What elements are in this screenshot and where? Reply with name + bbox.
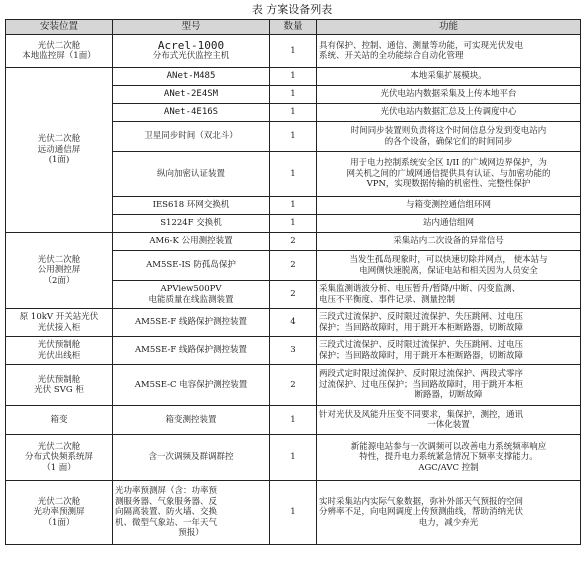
model-cell: AM5SE-C 电容保护测控装置 xyxy=(113,365,270,406)
location-cell: 光伏预制舱 光伏出线柜 xyxy=(6,337,113,365)
function-cell: 时间同步装置则负责将这个时间信息分发到变电站内 的各个设备，确保它们的时间同步 xyxy=(317,122,581,152)
header-model: 型号 xyxy=(113,20,270,35)
qty-cell: 1 xyxy=(270,481,317,545)
function-cell: 三段式过流保护、反时限过流保护、失压跳闸、过电压 保护；当回路故障时，用于跳开本柜断路器，切断故障 xyxy=(317,337,581,365)
model-cell: 光功率预测屏（含：功率预 测服务器、气象服务器、反 向隔离装置、防火墙、交换 机、微型气象站、一年天气 预报） xyxy=(113,481,270,545)
model-cell: APView500PV 电能质量在线监测装置 xyxy=(113,281,270,309)
qty-cell: 1 xyxy=(270,122,317,152)
model-cell: S1224F 交换机 xyxy=(113,215,270,233)
function-cell: 具有保护、控制、通信、测量等功能，可实现光伏发电 系统、开关站的全功能综合自动化管理 xyxy=(317,35,581,68)
qty-cell: 4 xyxy=(270,309,317,337)
header-location: 安装位置 xyxy=(6,20,113,35)
table-row xyxy=(6,337,581,365)
qty-cell: 1 xyxy=(270,406,317,435)
function-cell: 当发生孤岛现象时，可以快速切除并网点， 使本站与 电网侧快速脱离，保证电站和相关因为人员安全 xyxy=(317,251,581,281)
function-cell: 光伏电站内数据汇总及上传调度中心 xyxy=(317,104,581,122)
qty-cell: 2 xyxy=(270,281,317,309)
model-cell: ANet-2E4SM xyxy=(113,86,270,104)
location-cell: 原 10kV 开关站光伏 光伏接入柜 xyxy=(6,309,113,337)
function-cell: 光伏电站内数据采集及上传本地平台 xyxy=(317,86,581,104)
table-row xyxy=(6,35,581,68)
qty-cell: 1 xyxy=(270,35,317,68)
function-cell: 两段式定时限过流保护、反时限过流保护、两段式零序 过流保护、过电压保护；当回路故障时，用于跳开本柜 断路器，切断故障 xyxy=(317,365,581,406)
location-cell: 箱变 xyxy=(6,406,113,435)
location-cell: 光伏二次舱 公用测控屏 （2面） xyxy=(6,233,113,309)
table-caption: 表 方案设备列表 xyxy=(251,3,333,16)
model-cell: ANet-4E16S xyxy=(113,104,270,122)
qty-cell: 2 xyxy=(270,251,317,281)
function-cell: 实时采集站内实际气象数据，弥补外部天气预报的空间 分辨率不足，向电网调度上传预测曲线，帮助消纳光伏 电力，减少弃光 xyxy=(317,481,581,545)
model-cell: AM5SE-F 线路保护测控装置 xyxy=(113,309,270,337)
qty-cell: 1 xyxy=(270,86,317,104)
table-row xyxy=(6,309,581,337)
model-cell: 纵向加密认证装置 xyxy=(113,152,270,197)
model-cell: AM6-K 公用测控装置 xyxy=(113,233,270,251)
function-cell: 用于电力控制系统安全区 I/II 的广域网边界保护，为 网关机之间的广域网通信提供具有认证、与加密功能的 VPN，实现数据传输的机密性、完整性保护 xyxy=(317,152,581,197)
qty-cell: 1 xyxy=(270,152,317,197)
qty-cell: 1 xyxy=(270,104,317,122)
table-row xyxy=(6,435,581,481)
function-cell: 站内通信组网 xyxy=(317,215,581,233)
function-cell: 新能源电站参与一次调频可以改善电力系统频率响应 特性，提升电力系统紧急情况下频率支撑能力。 AGC/AVC 控制 xyxy=(317,435,581,481)
function-cell: 采集站内二次设备的异常信号 xyxy=(317,233,581,251)
function-cell: 本地采集扩展模块。 xyxy=(317,68,581,86)
table-header-row xyxy=(6,20,581,35)
location-cell: 光伏预制舱 光伏 SVG 柜 xyxy=(6,365,113,406)
model-cell: Acrel-1000 分布式光伏监控主机 xyxy=(113,35,270,68)
location-cell: 光伏二次舱 分布式快频系统屏 （1 面） xyxy=(6,435,113,481)
model-cell: 含一次调频及群调群控 xyxy=(113,435,270,481)
function-cell: 采集监测谐波分析、电压暂升/暂降/中断、闪变监测、 电压不平衡度、事件记录、测量控制 xyxy=(317,281,581,309)
model-cell: AM5SE-F 线路保护测控装置 xyxy=(113,337,270,365)
model-cell: IES618 环网交换机 xyxy=(113,197,270,215)
qty-cell: 3 xyxy=(270,337,317,365)
table-row xyxy=(6,365,581,406)
qty-cell: 2 xyxy=(270,233,317,251)
qty-cell: 1 xyxy=(270,197,317,215)
table-row xyxy=(6,406,581,435)
function-cell: 针对光伏及风能升压变不同要求，集保护，测控，通讯 一体化装置 xyxy=(317,406,581,435)
qty-cell: 1 xyxy=(270,435,317,481)
location-cell: 光伏二次舱 远动通信屏 (1面) xyxy=(6,68,113,233)
location-cell: 光伏二次舱 光功率预测屏 （1面） xyxy=(6,481,113,545)
model-cell: 箱变测控装置 xyxy=(113,406,270,435)
model-cell: AM5SE-IS 防孤岛保护 xyxy=(113,251,270,281)
function-cell: 三段式过流保护、反时限过流保护、失压跳闸、过电压 保护；当回路故障时，用于跳开本柜断路器，切断故障 xyxy=(317,309,581,337)
function-cell: 与箱变测控通信组环网 xyxy=(317,197,581,215)
header-function: 功能 xyxy=(317,20,581,35)
qty-cell: 2 xyxy=(270,365,317,406)
table-row xyxy=(6,233,581,251)
model-cell: ANet-M485 xyxy=(113,68,270,86)
header-qty: 数量 xyxy=(270,20,317,35)
location-cell: 光伏二次舱 本地监控屏（1面） xyxy=(6,35,113,68)
model-cell: 卫星同步时间（双北斗） xyxy=(113,122,270,152)
table-row xyxy=(6,481,581,545)
table-row xyxy=(6,68,581,86)
equipment-table xyxy=(5,19,581,545)
qty-cell: 1 xyxy=(270,68,317,86)
qty-cell: 1 xyxy=(270,215,317,233)
